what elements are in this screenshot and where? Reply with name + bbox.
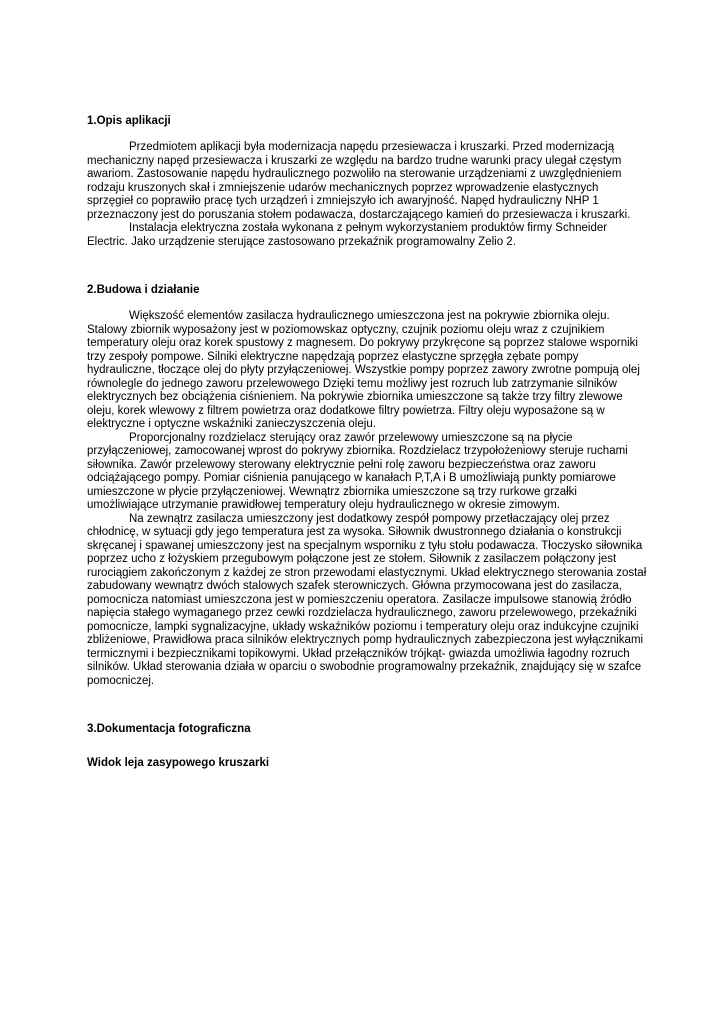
paragraph: Większość elementów zasilacza hydraulicznego umieszczona jest na pokrywie zbiornika oleju. Stalowy zbiornik wyposażony jest w poziomowskaz optyczny, czujnik poziomu oleju wraz z czujnikiem temperatury oleju oraz korek spustowy z magnesem. Do pokrywy przykręcone są poprzez stalowe wsporniki trzy zespoły pompowe. Silniki elektryczne napędzają poprzez elastyczne sprzęgła zębate pompy hydrauliczne, tłoczące olej do płyty przyłączeniowej. Wszystkie pompy poprzez zawory zwrotne pompują olej równolegle do jednego zaworu przelewowego Dzięki temu możliwy jest rozruch lub zatrzymanie silników elektrycznych bez obciążenia ciśnieniem. Na pokrywie zbiornika umieszczone są także trzy filtry zlewowe oleju, korek wlewowy z filtrem powietrza oraz dodatkowe filtry powietrza. Filtry oleju wyposażone są w elektryczne i optyczne wskaźniki zanieczyszczenia oleju. xyxy=(87,310,640,430)
paragraph: Proporcjonalny rozdzielacz sterujący oraz zawór przelewowy umieszczone są na płycie przyłączeniowej, zamocowanej wprost do pokrywy zbiornika. Rozdzielacz trzypołożeniowy steruje ruchami siłownika. Zawór przelewowy sterowany elektrycznie pełni rolę zaworu bezpieczeństwa oraz zaworu odciążającego pompy. Pomiar ciśnienia panującego w kanałach P,T,A i B umożliwiają punkty pomiarowe umieszczone w płycie przyłączeniowej. Wewnątrz zbiornika umieszczone są trzy rurkowe grzałki umożliwiające utrzymanie prawidłowej temperatury oleju hydraulicznego w okresie zimowym. xyxy=(87,431,628,511)
section-heading-dokumentacja-fotograficzna: 3.Dokumentacja fotograficzna xyxy=(87,723,251,735)
paragraph: Instalacja elektryczna została wykonana z pełnym wykorzystaniem produktów firmy Schneider Electric. Jako urządzenie sterujące zastosowano przekaźnik programowalny Zelio 2. xyxy=(87,222,608,248)
section-heading-budowa-i-dzialanie: 2.Budowa i działanie xyxy=(87,284,200,296)
photo-caption-heading: Widok leja zasypowego kruszarki xyxy=(87,757,270,769)
paragraph: Przedmiotem aplikacji była modernizacja napędu przesiewacza i kruszarki. Przed modernizacją mechaniczny napęd przesiewacza i kruszarki ze względu na bardzo trudne warunki pracy ulegał częstym awariom. Zastosowanie napędu hydraulicznego pozwoliło na sterowanie urządzeniami z uwzględnieniem rodzaju kruszonych skał i zmniejszenie udarów mechanicznych poprzez wprowadzenie elastycznych sprzęgieł co poprawiło pracę tych urządzeń i zmniejszyło ich awaryjność. Napęd hydrauliczny NHP 1 przeznaczony jest do poruszania stołem podawacza, dostarczającego kamień do przesiewacza i kruszarki. xyxy=(87,141,631,221)
section-heading-opis-aplikacji: 1.Opis aplikacji xyxy=(87,115,171,127)
document-page xyxy=(87,114,647,770)
paragraph: Na zewnątrz zasilacza umieszczony jest dodatkowy zespół pompowy przetłaczający olej przez chłodnicę, w sytuacji gdy jego temperatura jest za wysoka. Siłownik dwustronnego działania o konstrukcji skręcanej i spawanej umieszczony jest na specjalnym wsporniku z tyłu stołu podawacza. Tłoczysko siłownika poprzez ucho z łożyskiem przegubowym połączone jest ze stołem. Siłownik z zasilaczem połączony jest rurociągiem zakończonym z każdej ze stron przewodami elastycznymi. Układ elektrycznego sterowania został zabudowany wewnątrz dwóch stalowych szafek sterowniczych. Główna przymocowana jest do zasilacza, pomocnicza natomiast umieszczona jest w pomieszczeniu operatora. Zasilacze impulsowe stanowią źródło napięcia stałego wymaganego przez cewki rozdzielacza hydraulicznego, zaworu przelewowego, przekaźniki pomocnicze, lampki sygnalizacyjne, układy wskaźników poziomu i temperatury oleju oraz indukcyjne czujniki zbliżeniowe, Prawidłowa praca silników elektrycznych pomp hydraulicznych zabezpieczona jest wyłącznikami termicznymi i bezpiecznikami topikowymi. Układ przełączników trójkąt- gwiazda umożliwia łagodny rozruch silników. Układ sterowania działa w oparciu o swobodnie programowalny przekaźnik, znajdujący się w szafce pomocniczej. xyxy=(87,512,647,687)
